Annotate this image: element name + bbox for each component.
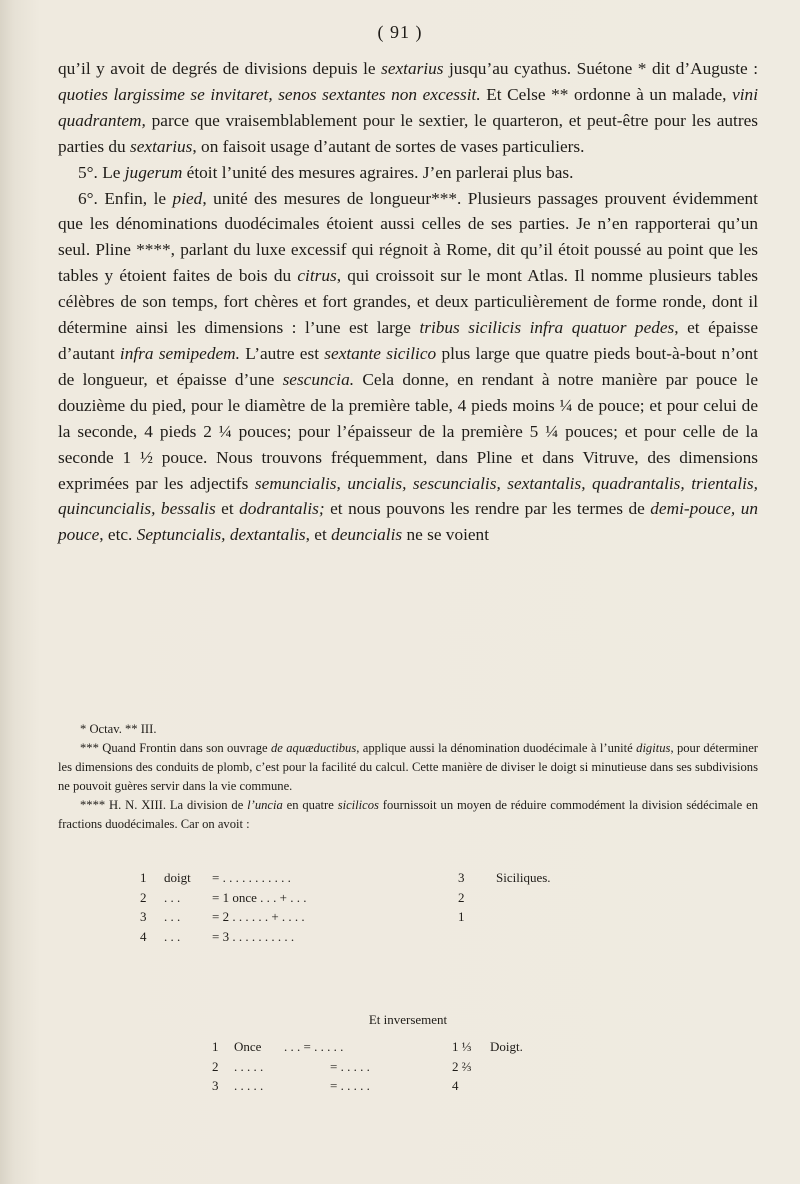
text-run: plus large que quatre pieds bout-à-bout n’ont de longueur, et épaisse d’une — [58, 343, 758, 389]
conversion-table-doigt-once — [140, 868, 700, 946]
cell-unit: . . . . . — [234, 1058, 264, 1074]
cell-number: 2 — [212, 1058, 219, 1074]
italic-run: sicilicos — [337, 798, 379, 812]
cell-equals: = 3 . . . . . . . . . . — [212, 928, 295, 944]
italic-run: quoties largissime se invitaret, senos sextantes non excessit. — [58, 84, 481, 104]
table-row — [140, 907, 700, 927]
cell-value: 2 ⅔ — [452, 1058, 472, 1074]
footnote — [58, 720, 758, 739]
cell-number: 3 — [140, 909, 147, 924]
text-run: L’autre est — [239, 343, 325, 363]
cell-equals: = . . . . . . . . . . . — [212, 870, 291, 885]
cell-number: 1 — [212, 1039, 219, 1054]
text-run: , etc. — [99, 525, 137, 545]
cell-unit: doigt — [164, 870, 191, 885]
text-run: et — [215, 499, 240, 519]
text-run: , on faisoit usage d’autant de sortes de vases particuliers. — [192, 136, 585, 156]
text-run: , et épaisse d’autant — [58, 318, 758, 363]
cell-unit: Once — [234, 1039, 262, 1054]
footnotes — [58, 720, 758, 834]
text-run: , et — [305, 525, 332, 545]
cell-equals: = . . . . . — [330, 1058, 370, 1074]
cell-value: 2 — [458, 889, 465, 905]
text-run: étoit l’unité des mesures agraires. J’en parlerai plus bas. — [182, 162, 574, 182]
cell-value: 1 — [458, 909, 465, 924]
footnote — [58, 739, 758, 796]
text-run: ne se voient — [402, 525, 490, 545]
text-run: *** Quand Frontin dans son ouvrage — [80, 741, 271, 755]
text-run: jusqu’au cyathus. Suétone * dit d’Auguste : — [443, 59, 758, 78]
cell-value: 1 ⅓ — [452, 1039, 472, 1054]
cell-equals: . . . = . . . . . — [284, 1039, 344, 1054]
cell-unit: . . . — [164, 928, 181, 944]
cell-number: 4 — [140, 928, 147, 944]
text-run: , qui croissoit sur le mont Atlas. Il nomme plusieurs tables célèbres de son temps, fort chères et fort grandes, et deux particulièrement de forme ronde, dont il détermine ainsi les dimensions : l’une est large — [58, 266, 758, 338]
cell-unit: . . . — [164, 889, 181, 905]
cell-equals: = 2 . . . . . . + . . . . — [212, 909, 305, 924]
text-run: 6°. Enfin, le — [78, 188, 173, 208]
italic-run: infra semipedem. — [119, 343, 240, 363]
italic-run: digitus — [636, 741, 671, 755]
text-run: **** H. N. XIII. La division de — [80, 798, 248, 812]
cell-unit-label: Siciliques. — [496, 870, 551, 885]
table-row — [212, 1057, 712, 1077]
footnote — [58, 796, 758, 834]
text-run: qu’il y avoit de degrés de divisions depuis le — [58, 59, 382, 78]
cell-equals: = 1 once . . . + . . . — [212, 889, 307, 905]
paragraph — [58, 56, 758, 160]
table-row — [212, 1037, 712, 1057]
italic-run: demi-pouce, un pouce — [58, 499, 758, 545]
italic-run: pied — [172, 188, 203, 208]
text-run: 5°. Le — [78, 162, 125, 182]
cell-value: 3 — [458, 870, 465, 885]
italic-run: deuncialis — [331, 525, 403, 545]
table-row — [140, 868, 700, 888]
main-text — [58, 56, 758, 548]
text-run: parce que vraisemblablement pour le sextier, le quarteron, et peut-être pour les autres parties du — [58, 110, 758, 156]
cell-number: 2 — [140, 889, 147, 905]
text-run: Et Celse ** ordonne à un malade, — [480, 84, 733, 104]
italic-run: l’uncia — [247, 798, 283, 812]
italic-run: dodrantalis; — [239, 499, 325, 519]
italic-run: sextante sicilico — [324, 343, 437, 363]
conversion-table-once-doigt — [212, 1037, 712, 1096]
cell-value: 4 — [452, 1078, 459, 1093]
text-run: en quatre — [282, 798, 338, 812]
text-run: * Octav. ** III. — [80, 722, 157, 736]
italic-run: sextarius — [381, 59, 444, 78]
text-run: fournissoit un moyen de réduire commodément la division sédécimale en fractions duodécimales. Car on avoit : — [58, 798, 758, 831]
cell-unit-label: Doigt. — [490, 1039, 523, 1054]
table-row — [212, 1076, 712, 1096]
italic-run: vini quadrantem, — [58, 84, 758, 130]
italic-run: sextarius — [130, 136, 193, 156]
cell-number: 1 — [140, 870, 147, 885]
italic-run: Septuncialis, dextantalis — [136, 525, 306, 545]
text-run: Cela donne, en rendant à notre manière par pouce le douzième du pied, pour le diamètre de la première table, 4 pieds moins ¼ de pouce; et pour celui de la seconde, 4 pieds 2 ¼ pouces; pour l’épaisseur de la première 5 ¼ pouces; et pour celle de la seconde 1 ½ pouce. Nous trouvons fréquemment, dans Pline et dans Vitruve, des dimensions exprimées par les adjectifs — [58, 369, 758, 493]
cell-unit: . . . . . — [234, 1078, 264, 1093]
cell-unit: . . . — [164, 909, 181, 924]
page-number: ( 91 ) — [377, 22, 423, 42]
italic-run: sescuncia. — [282, 369, 355, 389]
italic-run: de aquæductibus — [270, 741, 357, 755]
italic-run: semuncialis, uncialis, sescuncialis, sextantalis, quadrantalis, trientalis, quincuncialis, bessalis — [58, 473, 758, 519]
cell-equals: = . . . . . — [330, 1078, 370, 1093]
text-run: , pour déterminer les dimensions des conduits de plomb, c’est pour la facilité du calcul. Cette manière de diviser le doigt si minutieuse dans ses subdivisions ne pouvoit guères servir dans la vie commune. — [58, 741, 758, 793]
paragraph — [58, 160, 758, 186]
text-run: , applique aussi la dénomination duodécimale à l’unité — [356, 741, 637, 755]
text-run: , unité des mesures de longueur***. Plusieurs passages prouvent évidemment que les dénominations duodécimales étoient aussi celles de ses parties. Je n’en rapporterai qu’un seul. Pline ****, parlant du luxe excessif qui régnoit à Rome, dit qu’il étoit poussé au point que les tables y étoient faites de bois du — [58, 188, 758, 286]
italic-run: tribus sicilicis infra quatuor pedes — [419, 318, 675, 338]
italic-run: citrus — [297, 266, 337, 286]
inverse-heading: Et inversement — [368, 1012, 448, 1027]
text-run: et nous pouvons les rendre par les termes de — [324, 499, 651, 519]
table-row — [140, 888, 700, 908]
italic-run: jugerum — [124, 162, 183, 182]
cell-number: 3 — [212, 1078, 219, 1093]
paragraph — [58, 186, 758, 549]
table-row — [140, 927, 700, 947]
